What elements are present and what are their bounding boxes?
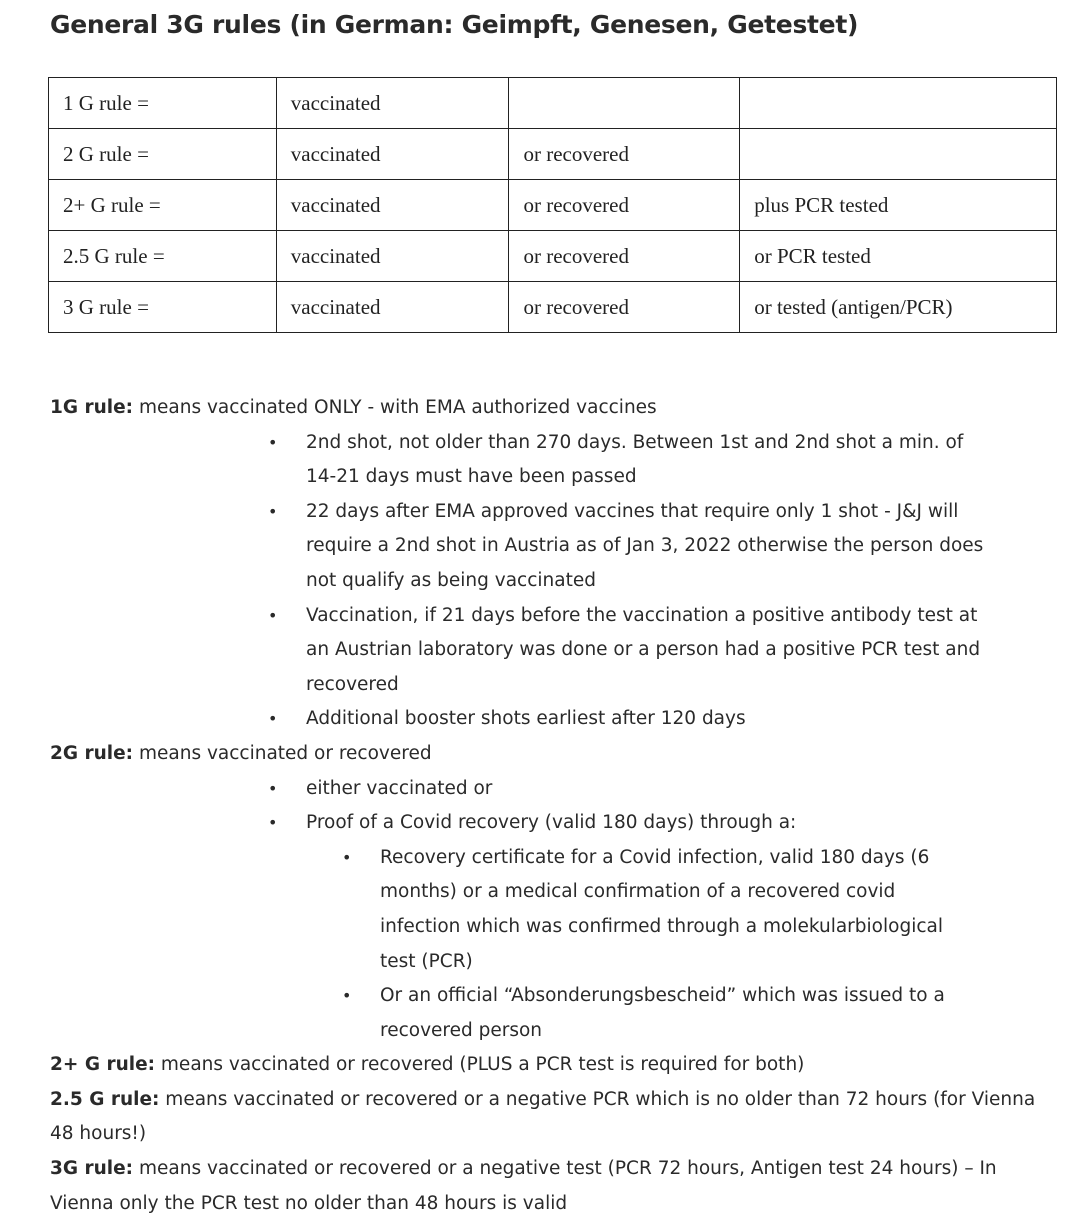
table-row: [49, 129, 1057, 180]
section-text: means vaccinated ONLY - with EMA authorized vaccines: [133, 397, 657, 418]
table-cell: 2+ G rule =: [49, 180, 277, 231]
table-cell: or PCR tested: [740, 231, 1057, 282]
sub-bullet-list: [306, 841, 996, 1049]
section-label: 3G rule:: [50, 1158, 134, 1180]
table-cell: 2.5 G rule =: [49, 231, 277, 282]
list-item: [0, 772, 996, 807]
table-cell: plus PCR tested: [740, 180, 1057, 231]
list-item: [0, 599, 996, 703]
table-row: [49, 282, 1057, 333]
table-cell: vaccinated: [276, 180, 509, 231]
list-item: [0, 495, 996, 599]
table-cell: [740, 78, 1057, 129]
table-cell: or recovered: [509, 231, 740, 282]
bullet-list: [0, 772, 1078, 1049]
table-cell: 1 G rule =: [49, 78, 277, 129]
list-item: [0, 702, 996, 737]
section-label: 2+ G rule:: [50, 1054, 156, 1076]
bullet-icon: •: [268, 605, 278, 625]
section-1g: [0, 391, 1078, 426]
list-item-text: Or an official “Absonderungsbescheid” which was issued to a recovered person: [380, 985, 945, 1041]
section-label: 1G rule:: [50, 397, 134, 418]
section-3g: [0, 1152, 1040, 1221]
table-cell: vaccinated: [276, 282, 509, 333]
section-text: means vaccinated or recovered: [133, 742, 432, 764]
section-2plus-g: [0, 1048, 1078, 1083]
section-text: means vaccinated or recovered (PLUS a PCR test is required for both): [155, 1054, 805, 1076]
list-item: [0, 426, 996, 495]
bullet-icon: •: [268, 778, 278, 798]
table-cell: or recovered: [509, 282, 740, 333]
list-item-text: 2nd shot, not older than 270 days. Between 1st and 2nd shot a min. of 14-21 days must have been passed: [306, 431, 964, 488]
rules-description: [0, 391, 1078, 1221]
bullet-icon: •: [268, 432, 278, 452]
table-cell: [740, 129, 1057, 180]
table-cell: or recovered: [509, 129, 740, 180]
list-item: [0, 979, 980, 1048]
bullet-icon: •: [342, 847, 352, 867]
list-item-text: Proof of a Covid recovery (valid 180 days) through a:: [306, 812, 797, 834]
section-2-5-g: [0, 1083, 1040, 1152]
section-2g: [0, 737, 1078, 772]
bullet-icon: •: [268, 709, 278, 729]
bullet-icon: •: [268, 501, 278, 521]
list-item-text: Additional booster shots earliest after 120 days: [306, 708, 746, 730]
section-text: means vaccinated or recovered or a negative PCR which is no older than 72 hours (for Vienna 48 hours!): [50, 1088, 1036, 1145]
table-row: [49, 180, 1057, 231]
list-item-text: 22 days after EMA approved vaccines that require only 1 shot - J&J will require a 2nd shot in Austria as of Jan 3, 2022 otherwise the person does not qualify as being vaccinated: [306, 500, 984, 591]
bullet-list: [0, 426, 1078, 737]
list-item-text: Recovery certificate for a Covid infection, valid 180 days (6 months) or a medical confirmation of a recovered covid infection which was confirmed through a molekularbiological test (PCR): [380, 846, 943, 972]
rules-table: [48, 77, 1057, 333]
table-cell: vaccinated: [276, 129, 509, 180]
list-item: [0, 841, 980, 979]
section-label: 2G rule:: [50, 742, 134, 764]
bullet-icon: •: [342, 986, 352, 1006]
table-row: [49, 231, 1057, 282]
list-item-text: Vaccination, if 21 days before the vaccination a positive antibody test at an Austrian laboratory was done or a person had a positive PCR test and recovered: [306, 604, 981, 695]
list-item-text: either vaccinated or: [306, 777, 493, 799]
section-label: 2.5 G rule:: [50, 1088, 160, 1110]
page-title: General 3G rules (in German: Geimpft, Genesen, Getestet): [50, 10, 859, 39]
table-cell: or tested (antigen/PCR): [740, 282, 1057, 333]
table-cell: 3 G rule =: [49, 282, 277, 333]
list-item: [0, 806, 996, 1048]
table-cell: vaccinated: [276, 231, 509, 282]
table-cell: [509, 78, 740, 129]
table-cell: vaccinated: [276, 78, 509, 129]
bullet-icon: •: [268, 813, 278, 833]
table-row: [49, 78, 1057, 129]
table-cell: 2 G rule =: [49, 129, 277, 180]
table-cell: or recovered: [509, 180, 740, 231]
section-text: means vaccinated or recovered or a negative test (PCR 72 hours, Antigen test 24 hours) – In Vienna only the PCR test no older than 48 hours is valid: [50, 1158, 997, 1214]
